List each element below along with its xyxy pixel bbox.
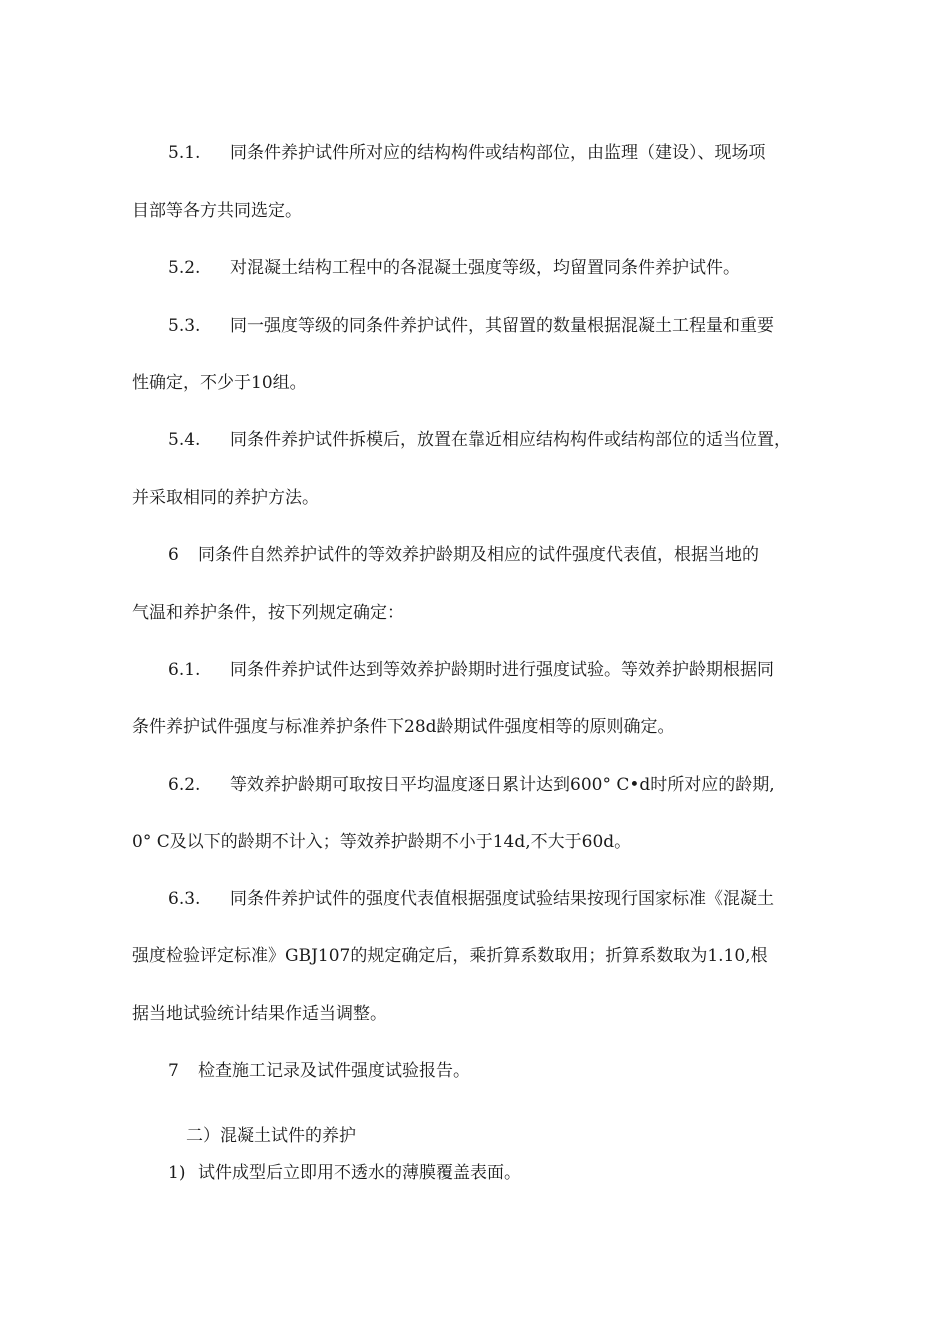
item-number: 1) — [168, 1163, 186, 1183]
item-text: 同条件养护试件所对应的结构构件或结构部位，由监理（建设）、现场项 — [230, 143, 766, 163]
item-text: 同条件养护试件达到等效养护龄期时进行强度试验。等效养护龄期根据同 — [230, 660, 774, 680]
item-text-continued: 强度检验评定标准》GBJ107的规定确定后，乘折算系数取用；折算系数取为1.10,根 — [132, 946, 768, 966]
item-text-continued: 据当地试验统计结果作适当调整。 — [132, 1004, 387, 1024]
item-text: 同一强度等级的同条件养护试件，其留置的数量根据混凝土工程量和重要 — [230, 316, 774, 336]
item-number: 7 — [168, 1061, 179, 1081]
item-text: 试件成型后立即用不透水的薄膜覆盖表面。 — [198, 1163, 521, 1183]
item-text-continued: 目部等各方共同选定。 — [132, 201, 302, 221]
item-number: 5.3. — [168, 316, 201, 336]
item-text-continued: 0° C及以下的龄期不计入；等效养护龄期不小于14d,不大于60d。 — [132, 832, 632, 852]
item-number: 6.2. — [168, 775, 201, 795]
item-text-continued: 条件养护试件强度与标准养护条件下28d龄期试件强度相等的原则确定。 — [132, 717, 675, 737]
item-number: 5.1. — [168, 143, 201, 163]
item-number: 5.4. — [168, 430, 201, 450]
item-number: 5.2. — [168, 258, 201, 278]
item-text-continued: 气温和养护条件，按下列规定确定： — [132, 603, 404, 623]
item-text: 对混凝土结构工程中的各混凝土强度等级，均留置同条件养护试件。 — [230, 258, 740, 278]
item-text: 同条件养护试件的强度代表值根据强度试验结果按现行国家标准《混凝土 — [230, 889, 774, 909]
item-text-continued: 并采取相同的养护方法。 — [132, 488, 319, 508]
item-text-continued: 性确定，不少于10组。 — [132, 373, 307, 393]
item-text: 同条件自然养护试件的等效养护龄期及相应的试件强度代表值，根据当地的 — [198, 545, 759, 565]
item-text: 同条件养护试件拆模后，放置在靠近相应结构构件或结构部位的适当位置， — [230, 430, 791, 450]
item-number: 6.3. — [168, 889, 201, 909]
item-text: 检查施工记录及试件强度试验报告。 — [198, 1061, 470, 1081]
item-number: 6 — [168, 545, 179, 565]
item-number: 6.1. — [168, 660, 201, 680]
item-text: 等效养护龄期可取按日平均温度逐日累计达到600° C•d时所对应的龄期, — [230, 775, 775, 795]
section-heading: 二）混凝土试件的养护 — [186, 1126, 356, 1146]
